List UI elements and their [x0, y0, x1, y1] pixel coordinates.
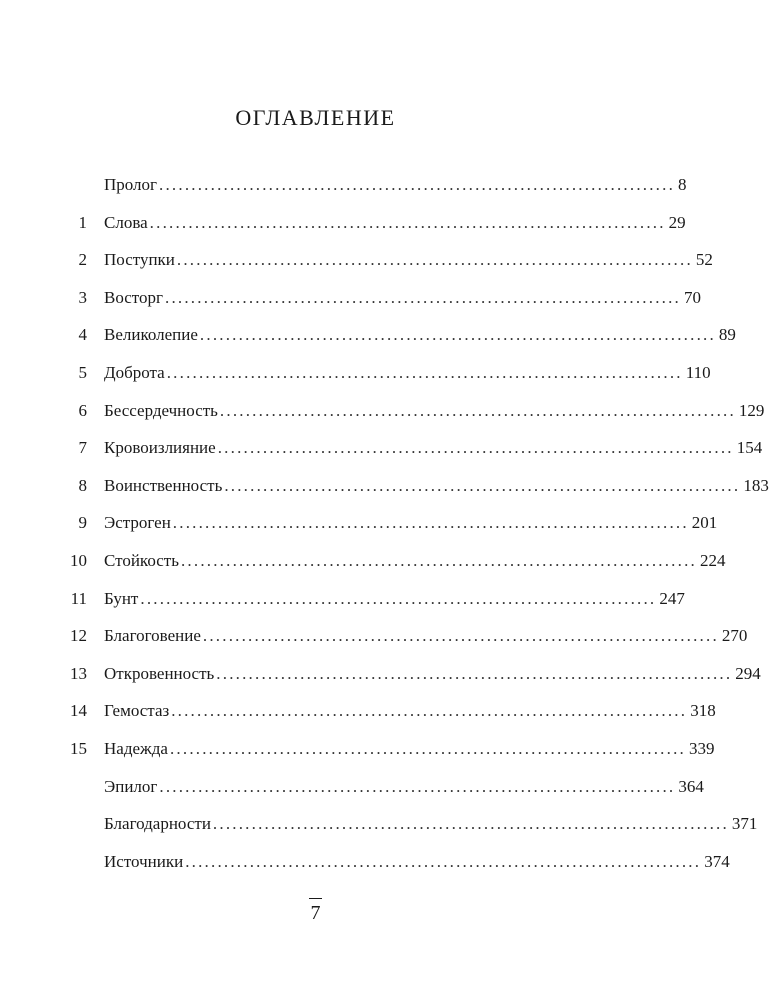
chapter-number: 3 [78, 287, 87, 307]
chapter-number: 1 [78, 212, 87, 232]
chapter-number: 7 [78, 438, 87, 458]
toc-entry[interactable] [0, 548, 726, 574]
page-number: 270 [721, 626, 748, 646]
chapter-number: 12 [70, 626, 87, 646]
chapter-title: Пролог [104, 175, 158, 194]
chapter-title: Кровоизлияние [104, 438, 216, 458]
toc-entry[interactable] [0, 510, 718, 536]
dot-leader: ................................................................................ [140, 588, 657, 608]
chapter-number: 9 [78, 513, 87, 533]
chapter-title: Гемостаз [104, 701, 170, 721]
toc-entry[interactable] [0, 322, 736, 348]
chapter-number: 8 [78, 475, 87, 495]
dot-leader: ................................................................................ [217, 438, 734, 458]
chapter-title: Эпилог [104, 776, 158, 796]
dot-leader: ................................................................................ [199, 325, 716, 345]
page-number: 154 [736, 438, 763, 458]
dot-leader: ................................................................................ [165, 287, 681, 307]
dot-leader: ................................................................................ [224, 475, 741, 495]
page-number: 183 [743, 475, 769, 495]
chapter-number: 11 [70, 588, 87, 608]
toc-entry[interactable] [0, 774, 704, 800]
toc-entry[interactable] [0, 172, 687, 198]
chapter-title: Слова [104, 212, 148, 232]
page-number: 247 [659, 588, 685, 608]
dot-leader: ................................................................................ [171, 701, 688, 721]
page-number: 364 [678, 776, 704, 796]
toc-entry[interactable] [0, 811, 758, 837]
folio-page-number: 7 [310, 902, 321, 924]
chapter-title: Благоговение [104, 626, 201, 646]
chapter-title: Бессердечность [104, 400, 218, 420]
dot-leader: ................................................................................ [185, 851, 702, 871]
toc-entry[interactable] [0, 247, 713, 273]
chapter-number: 13 [70, 663, 87, 683]
chapter-number: 5 [78, 363, 87, 382]
dot-leader: ................................................................................ [172, 513, 689, 533]
page-number: 89 [718, 325, 736, 345]
dot-leader: ................................................................................ [149, 212, 666, 232]
dot-leader: ................................................................................ [180, 551, 697, 570]
chapter-title: Стойкость [104, 551, 179, 570]
chapter-number: 14 [70, 701, 87, 721]
chapter-title: Источники [104, 851, 184, 871]
chapter-title: Эстроген [104, 513, 171, 533]
chapter-number: 6 [78, 400, 87, 420]
toc-entry[interactable] [0, 736, 715, 762]
toc-entry[interactable] [0, 849, 730, 875]
dot-leader: ................................................................................ [176, 250, 693, 270]
toc-entry[interactable] [0, 398, 765, 424]
chapter-title: Благодарности [104, 814, 211, 834]
dot-leader: ................................................................................ [202, 626, 719, 646]
chapter-number: 4 [78, 325, 87, 345]
page-number: 52 [695, 250, 713, 270]
toc-entry[interactable] [0, 623, 748, 649]
dot-leader: ................................................................................ [159, 776, 676, 796]
page-number: 294 [735, 663, 761, 683]
page-number: 129 [738, 400, 765, 420]
page-number: 339 [688, 739, 715, 758]
chapter-title: Бунт [104, 588, 139, 608]
page-number: 70 [684, 287, 701, 307]
chapter-number: 10 [70, 551, 87, 570]
page-number: 110 [685, 363, 711, 382]
page-number: 374 [704, 851, 730, 871]
toc-entry[interactable] [0, 360, 711, 386]
dot-leader: ................................................................................ [216, 663, 733, 683]
toc-entry[interactable] [0, 698, 716, 724]
dot-leader: ................................................................................ [219, 400, 736, 420]
chapter-number: 15 [70, 739, 87, 758]
page-number: 318 [690, 701, 716, 721]
toc-entry[interactable] [0, 435, 763, 461]
chapter-title: Откровенность [104, 663, 215, 683]
dot-leader: ................................................................................ [159, 175, 676, 194]
toc-entry[interactable] [0, 661, 761, 687]
folio-rule [309, 898, 322, 899]
chapter-title: Доброта [104, 363, 165, 382]
dot-leader: ................................................................................ [169, 739, 686, 758]
page-number: 371 [731, 814, 758, 834]
chapter-title: Воинственность [104, 475, 223, 495]
chapter-title: Поступки [104, 250, 175, 270]
chapter-title: Надежда [104, 739, 168, 758]
dot-leader: ................................................................................ [212, 814, 729, 834]
chapter-title: Великолепие [104, 325, 198, 345]
chapter-title: Восторг [104, 287, 163, 307]
page-title: ОГЛАВЛЕНИЕ [235, 105, 396, 130]
page-number: 8 [678, 175, 687, 194]
chapter-number: 2 [78, 250, 87, 270]
page-number: 29 [668, 212, 686, 232]
dot-leader: ................................................................................ [166, 363, 683, 382]
toc-entry[interactable] [0, 210, 686, 236]
toc-entry[interactable] [0, 473, 769, 499]
page-number: 224 [699, 551, 726, 570]
toc-entry[interactable] [0, 586, 685, 612]
page-number: 201 [691, 513, 718, 533]
toc-entry[interactable] [0, 285, 701, 311]
